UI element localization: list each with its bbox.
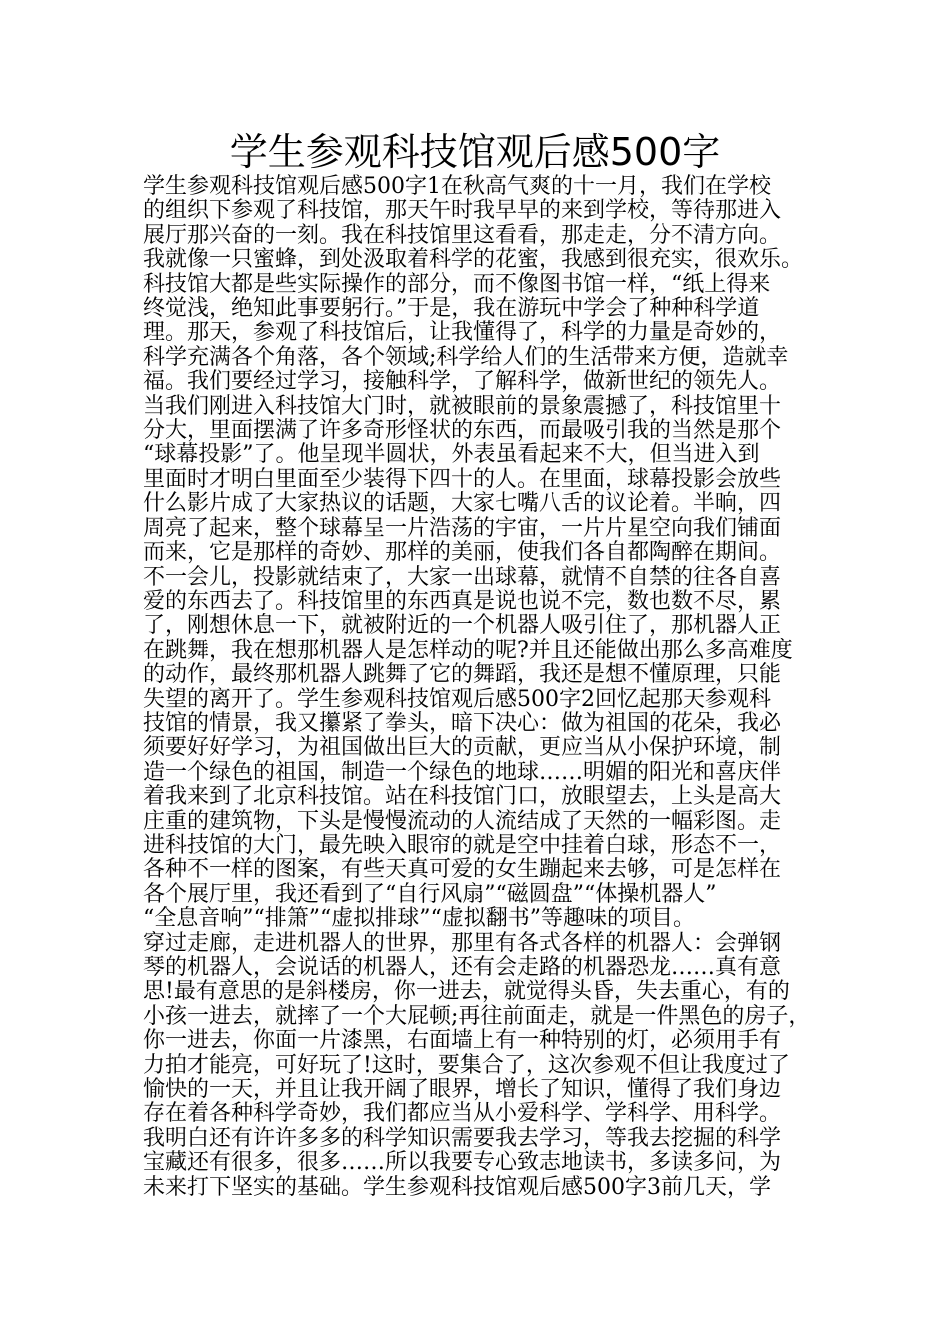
text-line: 分大，里面摆满了许多奇形怪状的东西，而最吸引我的当然是那个	[143, 418, 782, 444]
text-line: 什么影片成了大家热议的话题，大家七嘴八舌的议论着。半晌，四	[143, 491, 782, 517]
text-line: 须要好好学习，为祖国做出巨大的贡献，更应当从小保护环境，制	[143, 735, 782, 761]
text-line: 着我来到了北京科技馆。站在科技馆门口，放眼望去，上头是高大	[143, 784, 782, 810]
text-line: 里面时才明白里面至少装得下四十的人。在里面，球幕投影会放些	[143, 466, 782, 492]
text-line: 而来，它是那样的奇妙、那样的美丽，使我们各自都陶醉在期间。	[143, 540, 782, 566]
text-line: “全息音响”“排箫”“虚拟排球”“虚拟翻书”等趣味的项目。	[143, 906, 695, 932]
text-line: 宝藏还有很多，很多……所以我要专心致志地读书，多读多问，为	[143, 1150, 782, 1176]
text-line: 造一个绿色的祖国，制造一个绿色的地球……明媚的阳光和喜庆伴	[143, 759, 782, 785]
text-line: 终觉浅，绝知此事要躬行。”于是，我在游玩中学会了种种科学道	[143, 296, 760, 322]
text-line: 我就像一只蜜蜂，到处汲取着科学的花蜜，我感到很充实，很欢乐。	[143, 247, 804, 273]
text-line: 你一进去，你面一片漆黑，右面墙上有一种特别的灯，必须用手有	[143, 1028, 782, 1054]
text-line: 各种不一样的图案，有些天真可爱的女生蹦起来去够，可是怎样在	[143, 857, 782, 883]
text-line: 不一会儿，投影就结束了，大家一出球幕，就情不自禁的往各自喜	[143, 564, 782, 590]
text-line: 各个展厅里，我还看到了“自行风扇”“磁圆盘”“体操机器人”	[143, 881, 717, 907]
text-line: 展厅那兴奋的一刻。我在科技馆里这看看，那走走，分不清方向。	[143, 222, 782, 248]
text-line: 福。我们要经过学习，接触科学，了解科学，做新世纪的领先人。	[143, 369, 782, 395]
text-line: “球幕投影”了。他呈现半圆状，外表虽看起来不大，但当进入到	[143, 442, 760, 468]
document-body	[143, 175, 823, 1200]
text-line: 的动作，最终那机器人跳舞了它的舞蹈，我还是想不懂原理，只能	[143, 662, 782, 688]
text-line: 穿过走廊，走进机器人的世界，那里有各式各样的机器人：会弹钢	[143, 930, 782, 956]
text-line: 庄重的建筑物，下头是慢慢流动的人流结成了天然的一幅彩图。走	[143, 808, 782, 834]
text-line: 技馆的情景，我又攥紧了拳头，暗下决心：做为祖国的花朵，我必	[143, 710, 782, 736]
text-line: 未来打下坚实的基础。学生参观科技馆观后感500字3前几天，学	[143, 1174, 771, 1200]
text-line: 小孩一进去，就摔了一个大屁顿;再往前面走，就是一件黑色的房子，	[143, 1003, 811, 1029]
text-line: 学生参观科技馆观后感500字1在秋高气爽的十一月，我们在学校	[143, 174, 771, 199]
document-title: 学生参观科技馆观后感500字	[229, 130, 721, 174]
text-line: 愉快的一天，并且让我开阔了眼界，增长了知识，懂得了我们身边	[143, 1077, 782, 1103]
text-line: 周亮了起来，整个球幕呈一片浩荡的宇宙，一片片星空向我们铺面	[143, 515, 782, 541]
text-line: 失望的离开了。学生参观科技馆观后感500字2回忆起那天参观科	[143, 686, 771, 712]
text-line: 了，刚想休息一下，就被附近的一个机器人吸引住了，那机器人正	[143, 613, 782, 639]
text-line: 琴的机器人，会说话的机器人，还有会走路的机器恐龙……真有意	[143, 955, 782, 980]
text-line: 的组织下参观了科技馆，那天午时我早早的来到学校，等待那进入	[143, 198, 782, 224]
text-line: 存在着各种科学奇妙，我们都应当从小爱科学、学科学、用科学。	[143, 1101, 782, 1127]
text-line: 理。那天，参观了科技馆后，让我懂得了，科学的力量是奇妙的，	[143, 320, 782, 346]
text-line: 力拍才能亮，可好玩了!这时，要集合了，这次参观不但让我度过了	[143, 1052, 790, 1078]
text-line: 思!最有意思的是斜楼房，你一进去，就觉得头昏，失去重心，有的	[143, 979, 790, 1005]
text-line: 进科技馆的大门，最先映入眼帘的就是空中挂着白球，形态不一，	[143, 832, 782, 858]
text-line: 当我们刚进入科技馆大门时，就被眼前的景象震撼了，科技馆里十	[143, 393, 782, 419]
text-line: 我明白还有许许多多的科学知识需要我去学习，等我去挖掘的科学	[143, 1125, 782, 1151]
text-line: 在跳舞，我在想那机器人是怎样动的呢?并且还能做出那么多高难度	[143, 637, 793, 663]
text-line: 科技馆大都是些实际操作的部分，而不像图书馆一样，“纸上得来	[143, 271, 771, 297]
text-line: 科学充满各个角落，各个领域;科学给人们的生活带来方便，造就幸	[143, 344, 789, 370]
text-line: 爱的东西去了。科技馆里的东西真是说也说不完，数也数不尽，累	[143, 588, 782, 614]
